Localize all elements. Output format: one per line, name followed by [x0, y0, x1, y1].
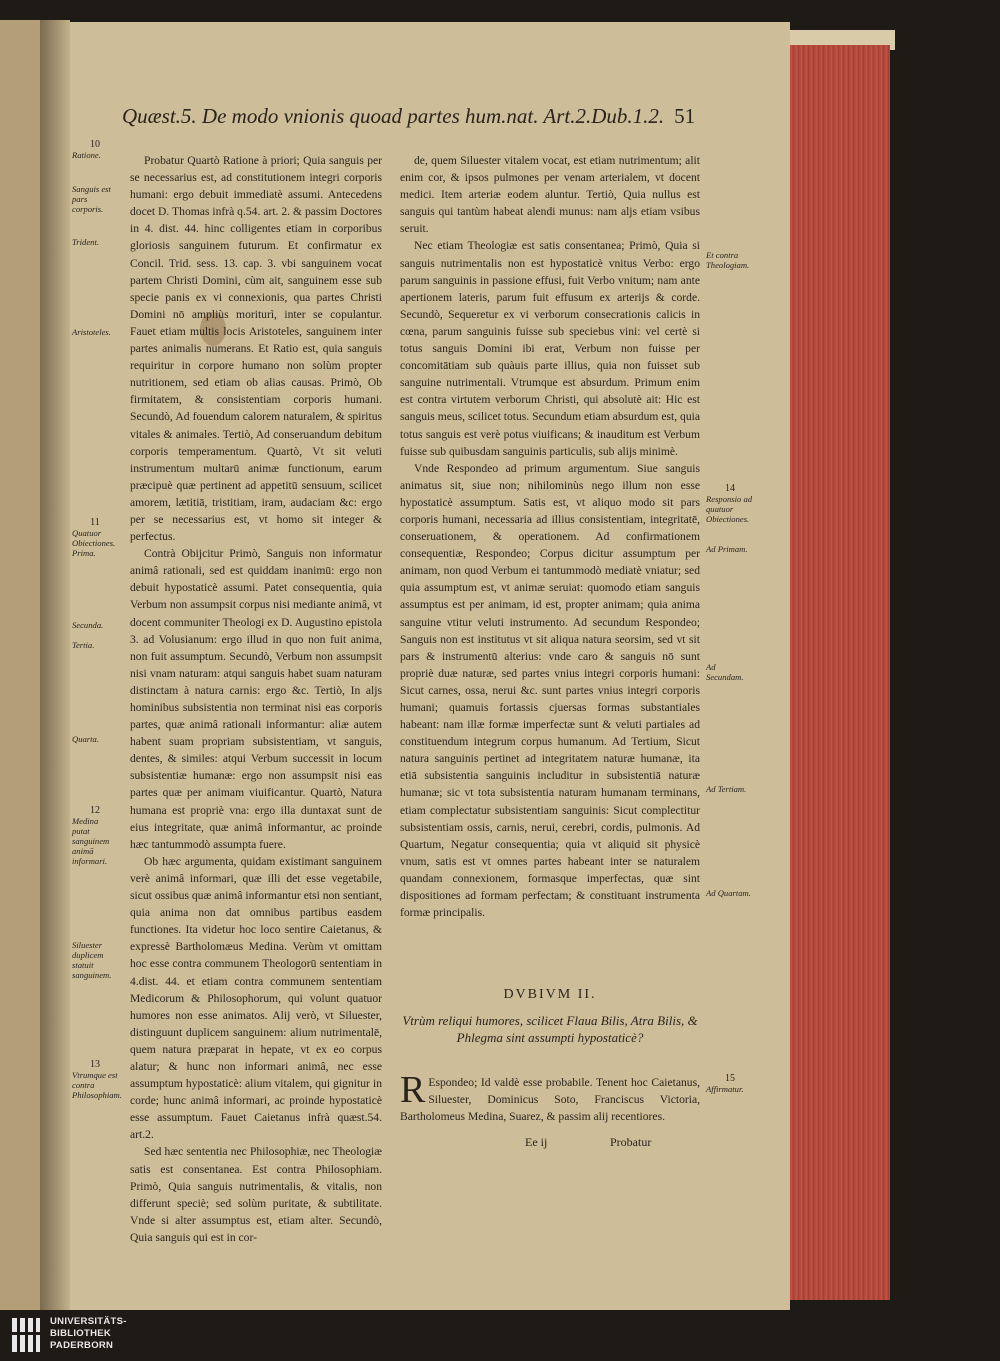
dubium-answer: [400, 1069, 700, 1125]
catchword: Probatur: [610, 1135, 652, 1149]
column-left: [130, 152, 382, 1246]
paragraph: Contrà Obijcitur Primò, Sanguis non informatur animâ rationali, sed est quiddam inanimū: ergo non debuit hypostaticè assumi. Patet consequentia, quia Verbum non assumpsit corpus nisi mediante animâ, vt docent communiter Theologi ex D. Augustino epistola 3. ad Volusianum: ergo illud in quo non fuit anima, non fuit assumptum. Secundò, Verbum non assumpsit nisi vnam naturam: atqui sanguis habet suam naturam distinctam à natura carnis: ergo &c. Tertiò, In aljs hominibus subsistentia non terminat nisi eas corporis partes, quæ animâ rationali informantur: aliæ autem habent suam propriam subsistentiam, vt sanguis, dentes, & similes: atqui Verbum successit in locum subsistentiæ humanæ: ergo non assumpsit nisi eas partes quæ per animam viuificantur. Quartò, Natura humana est propriè vna: ergo illa duntaxat sunt de eius integritate, quæ animâ informantur, ac proinde hæc tantummodò assumpta fuere.: [130, 547, 382, 851]
margin-note: Tertia.: [72, 640, 95, 650]
paragraph: Probatur Quartò Ratione à priori; Quia sanguis per se necessarius est, ad constitutionem integri corporis humani: ergo debuit immediatè assumi. Antecedens docet D. Thomas infrà q.54. art. 2. & passim Doctores in 4. dist. 44. hinc colligentes etiam in corporibus gloriosis sanguinem futurum. Et confirmatur ex Concil. Trid. sess. 13. cap. 3. vbi sanguinem vocat partem Christi Domini, cùm ait, sanguinem esse sub specie panis ex vi connexionis, qua partes Christi Domini nō ampliùs moriturì, inter se copulantur. Fauet etiam multis locis Aristoteles, sanguinem inter partes animalis numerans. Et Ratio est, quia sanguis requiritur in corpore humano non solùm propter nutritionem, sed etiam ob alias causas. Primò, Ob firmitatem, & consistentiam corporis humani. Secundò, Ad fouendum calorem naturalem, & spiritus vitales & animales. Tertiò, Ad conseruandum debitum corporis temperamentum. Quartò, Vt sit veluti instrumentum multarū animæ functionum, earum præcipuè quæ pertinent ad appetitū sensuum, scilicet amorem, lætitiā, tristitiam, iram, audaciam &c: ergo per se necessarius est, vt homo sit integer & perfectus.: [130, 154, 382, 544]
margin-note: Secunda.: [72, 620, 104, 630]
margin-note: Ad Tertiam.: [706, 784, 747, 794]
paragraph: Ob hæc argumenta, quidam existimant sanguinem verè animâ informari, quæ illi det esse vegetabile, sicut ossibus quæ animâ informantur etsi non sentiant, quia anima non dat omnibus partibus easdem functiones. Ita videtur hoc loco sentire Caietanus, & expressè Bartholomæus Medina. Verùm vt omittam hoc esse contra communem Theologorū sententiam in 4.dist. 44. et etiam contra communem sententiam Medicorum & Philosophorum, qui volunt quatuor humores non esse animatos. Alij verò, vt Siluester, distinguunt duplicem sanguinem: alium nutrimentalē, quem natura præparat in hepate, vt ex eo corpus alatur; & hunc non informari animâ, nec esse assumptum hypostaticè: alium vitalem, qui gignitur in corde; hunc animâ informari, ac proinde hypostaticè esse assumptum. Fauet Caietanus infrà quæst.54. art.2.: [130, 854, 382, 1142]
folio-number: 51: [674, 104, 696, 128]
paragraph: de, quem Siluester vitalem vocat, est etiam nutrimentum; alit enim cor, & ipsos pulmones per venam arterialem, vt docent medici. Item arteriæ eodem aluntur. Tertiò, Quia nullus est sanguis qui tantùm habeat alendi munus: nam aljs etiam vsibus seruit.: [400, 154, 700, 236]
margin-note: 14 Responsio ad quatuor Obiectiones.: [706, 483, 753, 524]
margin-note: 11 Quatuor Obiectiones. Prima.: [72, 517, 116, 558]
margin-note: 10 Ratione.: [72, 139, 101, 160]
paragraph: Nec etiam Theologiæ est satis consentanea; Primò, Quia si sanguis nutrimentalis non est hypostaticè vnitus Verbo: ergo parum sanguinis in passione effusi, fuit Verbo vnitum; nam ante apertionem lateris, parum fuit effusum ex arterijs & corde. Secundò, Sequeretur ex vi verborum consecrationis calicis in cœna, parum sanguinis fuisse sub speciebus vini: vel certè si totus sanguis Domini ibi erat, Verbum non fuisse per concomitātiam sub quàuis parte illius, quia non fuisset sub sanguine nutrimentali. Vtrumque est absurdum. Primum enim est contra virtutem verborum Christi, qui absolutè ait: Hic est sanguis meus, scilicet totus. Secundum etiam absurdum est, quia totus sanguis est verè potus viuificans; & inauditum est Verbum fuisse sub quibusdam sanguinis particulis, sub alijs minimè.: [400, 239, 700, 458]
book-gutter: [40, 20, 70, 1310]
margin-note: Aristoteles.: [72, 327, 111, 337]
drop-capital: R: [400, 1069, 426, 1111]
library-emblem-icon: [10, 1316, 42, 1354]
margin-note: Ad Primam.: [706, 544, 748, 554]
margin-note: 12 Medina putat sanguinem animā informari.: [72, 805, 110, 866]
signature-mark: Ee ij: [525, 1135, 548, 1149]
margin-note: Ad Quartam.: [706, 888, 751, 898]
dubium-heading: DVBIVM II.: [503, 987, 597, 1002]
left-page-edge: [0, 20, 40, 1310]
paragraph: Sed hæc sententia nec Philosophiæ, nec Theologiæ satis est consentanea. Est contra Philosophiam. Primò, Quia sanguis nutrimentalis, & vitalis, non differunt speciè; sed solùm puritate, & subtilitate. Vnde si alter assumptus est, etiam alter. Secundò, Quia sanguis qui est in cor-: [130, 1145, 382, 1244]
margin-note: Et contra Theologiam.: [706, 250, 750, 270]
margin-note: 13 Vtrumque est contra Philosophiam.: [72, 1059, 122, 1100]
margin-note: Siluester duplicem statuit sanguinem.: [72, 940, 112, 980]
answer-text: Espondeo; Id valdè esse probabile. Tenent hoc Caietanus, Siluester, Dominicus Soto, Franciscus Victoria, Bartholomeus Medina, Suarez, & passim alij recentiores.: [400, 1076, 700, 1124]
paragraph: Vnde Respondeo ad primum argumentum. Siue sanguis animatus sit, siue non; nihilominùs nego illum non esse hypostaticè assumptum. Satis est, vt aliquo modo sit pars corporis humani, necessaria ad illius consistentiam, integritatē, conseruationem, & operationem. Ad confirmationem consequentiæ, Respondeo; Corpus dicitur assumptum per animam, non quod Verbum ei tantummodò mediatè vniatur; sed quia assumptum est, vt animæ seruiat: quomodo etiam sanguis assumptus est per animam, id est, propter animam; quia anima sanguine vtitur veluti instrumento. Ad secundum Respondeo; Sanguis non est institutus vt sit aliqua natura seorsim, sed vt sit pars & instrumentū alterius: vnde caro & sanguis nō sunt propriè duæ naturæ, sed partes vnius integri corporis humani: Sicut carnes, ossa, nerui &c. sunt partes vnius integri corporis humani; quamuis fortassis cjuersas formas substantiales habeant: nam illæ formæ imperfectæ sunt & veluti partiales ad constituendum integrum corpus humanum. Ad Tertium, Sicut natura sanguinis pertinet ad integritatem naturæ humanæ, ita etiā subsistentia sanguinis includitur in subsistentiā naturæ humanæ; sic vt tota subsistentia naturam humanam terminans, etiam complectatur subsistentiam sanguinis: Sicut complectitur subsistentiam ossis, carnis, nerui, cerebri, cordis, pulmonis. Ad Quartum, Negatur consequentia; quia vt aliquid sit physicè vnum, satis est vt omnes partes habeant inter se naturalem quandam connexionem, formasque imperfectas, quæ sint dispositiones ad formam perfectam; & constituant instrumenta formæ principalis.: [400, 461, 700, 920]
book-page: [70, 22, 790, 1310]
library-logo: [10, 1312, 140, 1358]
margin-note: Quarta.: [72, 734, 99, 744]
margin-note: Sanguis est pars corporis.: [72, 184, 111, 214]
red-page-edges: [790, 45, 890, 1300]
header-title: Quæst.5. De modo vnionis quoad partes hum.nat. Art.2.Dub.1.2.: [122, 104, 665, 128]
margin-note: Ad Secundam.: [706, 662, 744, 682]
column-right: [400, 152, 700, 921]
margin-note: 15 Affirmatur.: [706, 1073, 744, 1094]
dubium-question: Vtrùm reliqui humores, scilicet Flaua Bilis, Atra Bilis, & Phlegma sint assumpti hypostaticè?: [402, 1013, 698, 1045]
margin-note: Trident.: [72, 237, 99, 247]
running-header: [122, 104, 695, 129]
library-name: UNIVERSITÄTS- BIBLIOTHEK PADERBORN: [50, 1316, 127, 1351]
